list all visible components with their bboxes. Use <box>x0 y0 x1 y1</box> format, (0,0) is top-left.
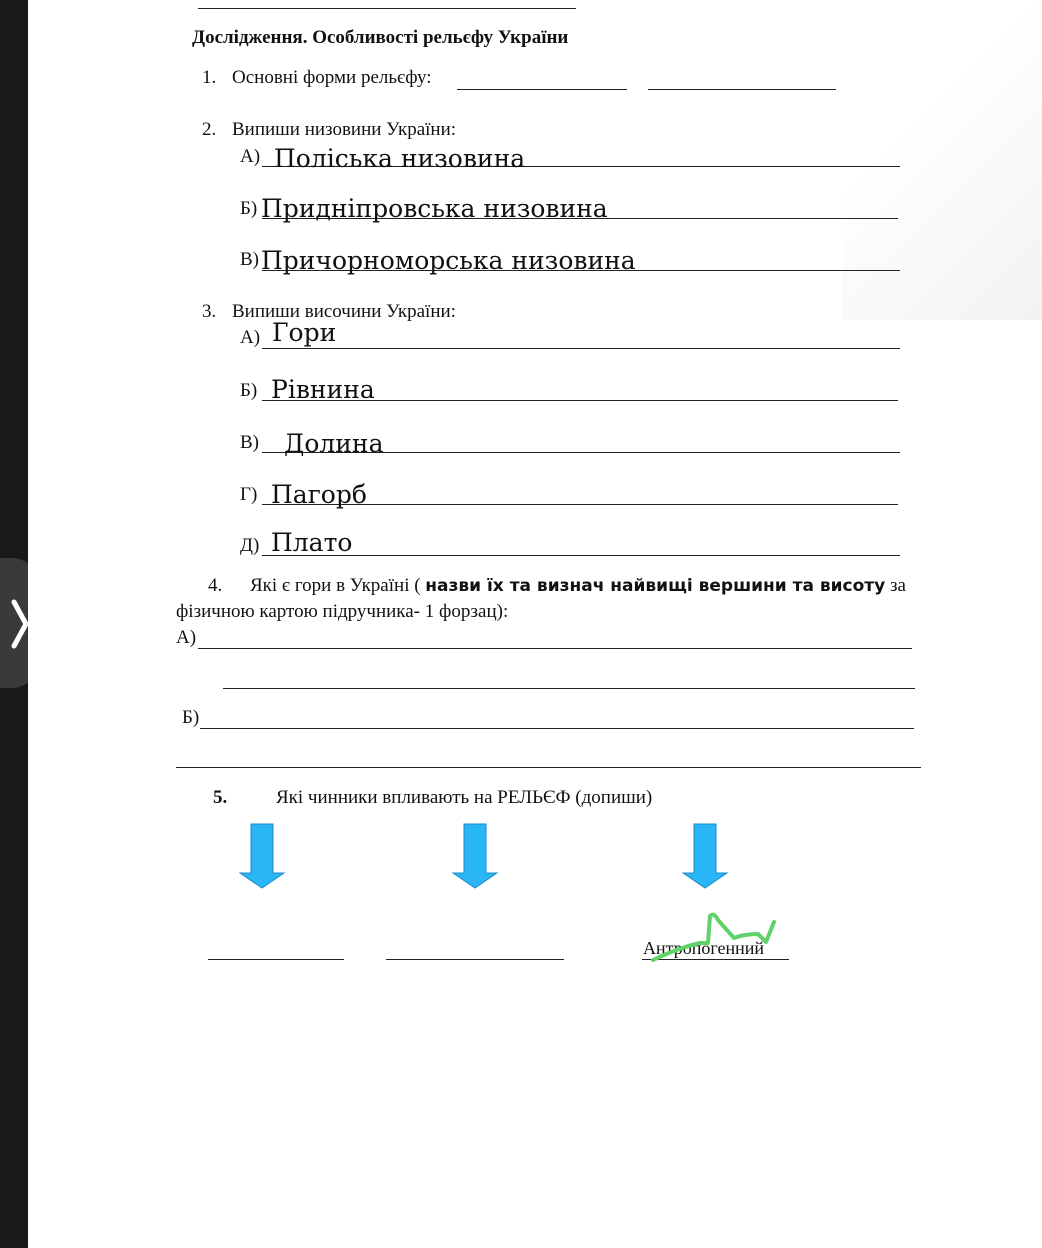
q3-answer-line-a[interactable] <box>262 348 900 349</box>
q4-answer-line-b[interactable] <box>200 728 914 729</box>
q3-letter-c: В) <box>240 432 259 453</box>
q3-number: 3. <box>202 301 217 322</box>
q2-letter-b: Б) <box>240 198 258 219</box>
page-title: Дослідження. Особливості рельєфу України <box>192 27 569 48</box>
q3-answer-a: Гори <box>272 318 337 347</box>
q3-answer-c: Долина <box>284 429 384 458</box>
q1-blank-1[interactable] <box>457 89 627 90</box>
q4-number: 4. <box>208 575 223 596</box>
q3-letter-e: Д) <box>240 535 260 556</box>
q3-text: Випиши височини України: <box>232 301 456 322</box>
q2-answer-a: Поліська низовина <box>274 144 526 173</box>
q4-text-line2: фізичною картою підручника- 1 форзац): <box>176 601 509 622</box>
q2-text: Випиши низовини України: <box>232 119 457 140</box>
page-shading <box>842 0 1042 320</box>
q2-number: 2. <box>202 119 217 140</box>
q4-text-start: Які є гори в Україні ( <box>250 575 421 596</box>
q1-blank-2[interactable] <box>648 89 836 90</box>
arrow-down-icon <box>452 823 498 889</box>
q4-answer-line-b2[interactable] <box>176 767 921 768</box>
top-rule <box>198 8 576 9</box>
q3-letter-d: Г) <box>240 484 258 505</box>
arrow-down-icon <box>682 823 728 889</box>
q1-number: 1. <box>202 67 217 88</box>
q3-letter-a: А) <box>240 327 261 348</box>
worksheet-page <box>28 0 1042 1248</box>
q3-answer-d: Пагорб <box>271 480 367 509</box>
arrow-down-icon <box>239 823 285 889</box>
q4-letter-b: Б) <box>182 707 200 728</box>
q4-answer-line-a[interactable] <box>198 648 912 649</box>
q4-answer-line-a2[interactable] <box>223 688 915 689</box>
q5-text: Які чинники впливають на РЕЛЬЄФ (допиши) <box>276 787 653 808</box>
q3-answer-e: Плато <box>271 528 353 557</box>
q5-blank-2[interactable] <box>386 959 564 960</box>
q2-letter-c: В) <box>240 249 259 270</box>
q5-answer: Антропогенний <box>643 938 765 958</box>
q4-text-bold: назви їх та визнач найвищі вершини та висоту <box>425 576 886 596</box>
q1-text: Основні форми рельєфу: <box>232 67 432 88</box>
q2-answer-b: Придніпровська низовина <box>261 194 608 223</box>
q3-letter-b: Б) <box>240 380 258 401</box>
q3-answer-line-e[interactable] <box>262 555 900 556</box>
green-scribble-annotation <box>648 908 788 968</box>
q4-letter-a: А) <box>176 627 197 648</box>
q3-answer-b: Рівнина <box>271 375 375 404</box>
q2-letter-a: А) <box>240 146 261 167</box>
q4-text-end: за <box>889 575 906 596</box>
q5-blank-1[interactable] <box>208 959 344 960</box>
q4-text <box>250 575 906 597</box>
q2-answer-c: Причорноморська низовина <box>261 246 636 275</box>
q5-number: 5. <box>213 787 228 808</box>
